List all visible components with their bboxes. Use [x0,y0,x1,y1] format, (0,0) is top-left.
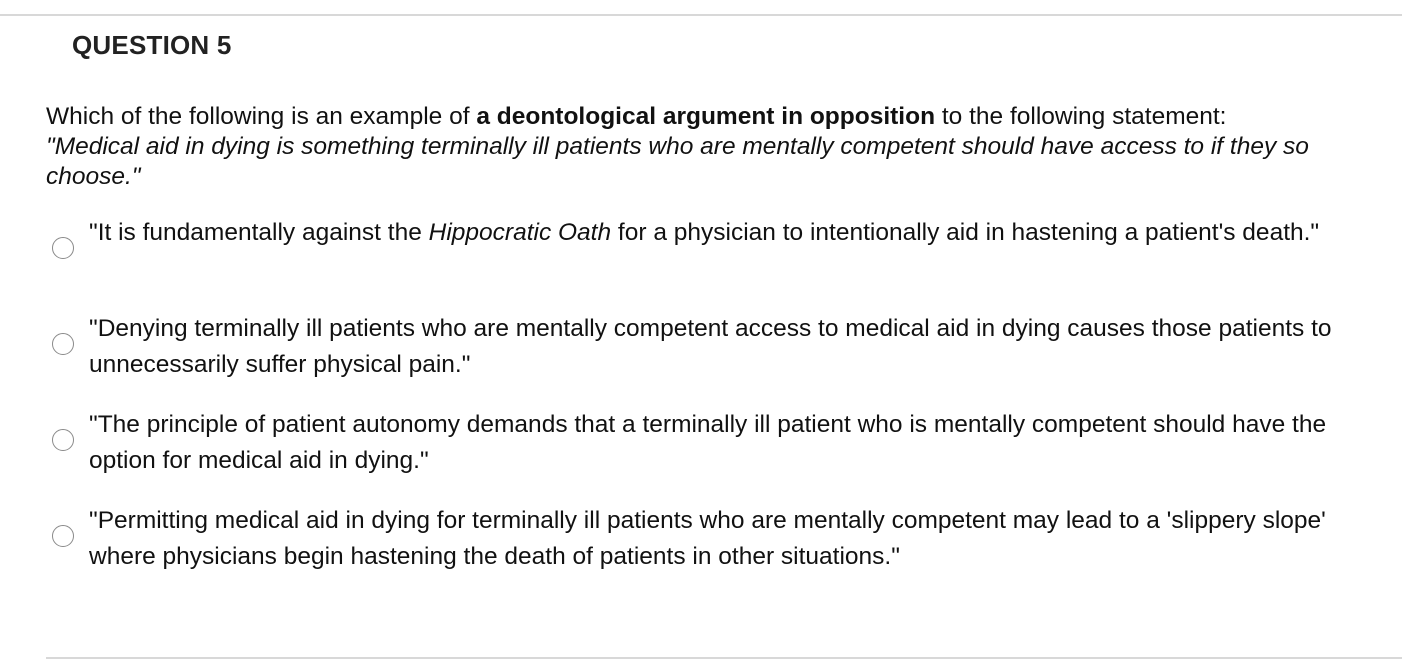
stem-quoted-statement: "Medical aid in dying is something terminally ill patients who are mentally competent should have access to if they so choose." [46,133,1309,190]
answer-option-2[interactable] [50,311,1380,387]
answer-option-3[interactable] [50,407,1380,483]
option-1-text[interactable] [89,215,1379,251]
option-1-italic-term: Hippocratic Oath [428,219,612,246]
stem-prefix: Which of the following is an example of [46,103,477,130]
radio-button-option-1[interactable] [52,237,74,259]
option-2-text[interactable]: "Denying terminally ill patients who are mentally competent access to medical aid in dying causes those patients to unnecessarily suffer physical pain." [89,315,1332,378]
stem-first-line [46,102,1386,132]
stem-emphasis: a deontological argument in opposition [476,103,936,130]
bottom-divider [46,657,1402,659]
question-title: QUESTION 5 [72,30,232,60]
question-stem [46,102,1386,192]
radio-button-option-2[interactable] [52,333,74,355]
top-divider [0,14,1402,16]
option-4-text[interactable]: "Permitting medical aid in dying for terminally ill patients who are mentally competent may lead to a 'slippery slope' where physicians begin hastening the death of patients in other situations." [89,507,1326,570]
radio-button-option-4[interactable] [52,525,74,547]
option-1-text-start: "It is fundamentally against the [89,219,429,246]
answer-option-1[interactable] [50,215,1380,291]
option-1-text-end: for a physician to intentionally aid in hastening a patient's death." [611,219,1320,246]
option-3-text[interactable]: "The principle of patient autonomy demands that a terminally ill patient who is mentally competent should have the option for medical aid in dying." [89,411,1327,474]
radio-button-option-3[interactable] [52,429,74,451]
stem-suffix: to the following statement: [935,103,1227,130]
answer-option-4[interactable] [50,503,1380,579]
